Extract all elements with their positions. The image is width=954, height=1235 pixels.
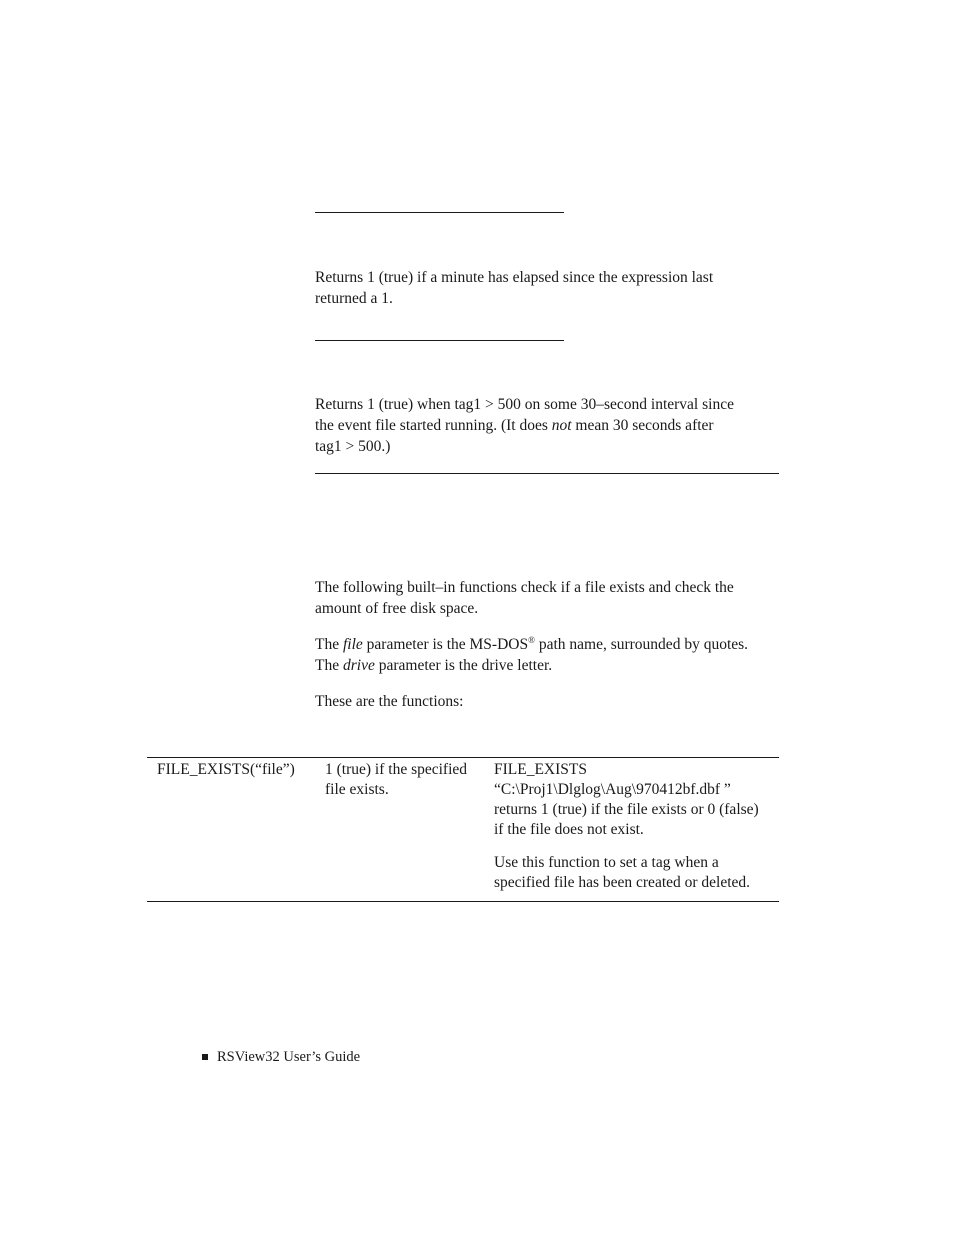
section-end-rule (315, 473, 779, 474)
example-2-description (315, 394, 785, 457)
returns-line-1: 1 (true) if the specified (325, 761, 468, 778)
footer-text: RSView32 User’s Guide (217, 1049, 361, 1065)
emphasis-file: file (342, 636, 363, 653)
intro-paragraph-2 (315, 634, 795, 676)
intro-p1-line-1: The following built–in functions check if a file exists and check the (315, 579, 734, 596)
table-bottom-rule (147, 901, 779, 902)
example-2-line-1: Returns 1 (true) when tag1 > 500 on some 30–second interval since (315, 396, 734, 413)
example-rule-2 (315, 340, 564, 341)
example-line-1: FILE_EXISTS (494, 761, 587, 778)
registered-mark: ® (528, 634, 535, 645)
function-name: FILE_EXISTS(“file”) (157, 761, 295, 778)
emphasis-drive: drive (342, 657, 375, 674)
function-name-cell (157, 760, 317, 780)
returns-line-2: file exists. (325, 781, 389, 798)
example-1-description (315, 267, 785, 309)
example-2-line-2: the event file started running. (It does not mean 30 seconds after (315, 417, 714, 434)
table-top-rule (147, 757, 779, 758)
intro-paragraph-3 (315, 691, 785, 712)
page-footer (202, 1048, 602, 1066)
table-row (147, 760, 779, 900)
intro-p2-line-1: The file parameter is the MS-DOS® path name, surrounded by quotes. (315, 634, 749, 653)
note-line-1: Use this function to set a tag when a (494, 854, 719, 871)
example-1-line-1: Returns 1 (true) if a minute has elapsed since the expression last (315, 269, 714, 286)
example-1-line-2: returned a 1. (315, 290, 393, 307)
example-2-line-3: tag1 > 500.) (315, 438, 391, 455)
intro-p2-line-2: The drive parameter is the drive letter. (315, 657, 553, 674)
example-cell (494, 760, 784, 893)
intro-paragraph-1 (315, 577, 785, 619)
example-line-2: “C:\Proj1\Dlglog\Aug\970412bf.dbf ” (494, 781, 731, 798)
note-line-2: specified file has been created or deleted. (494, 874, 751, 891)
example-line-3: returns 1 (true) if the file exists or 0 (false) (494, 801, 759, 818)
intro-p3: These are the functions: (315, 693, 464, 710)
footer-bullet-icon (202, 1054, 208, 1060)
intro-p1-line-2: amount of free disk space. (315, 600, 479, 617)
returns-cell (325, 760, 485, 800)
emphasis-not: not (551, 417, 572, 434)
example-rule-1 (315, 212, 564, 213)
example-line-4: if the file does not exist. (494, 821, 644, 838)
